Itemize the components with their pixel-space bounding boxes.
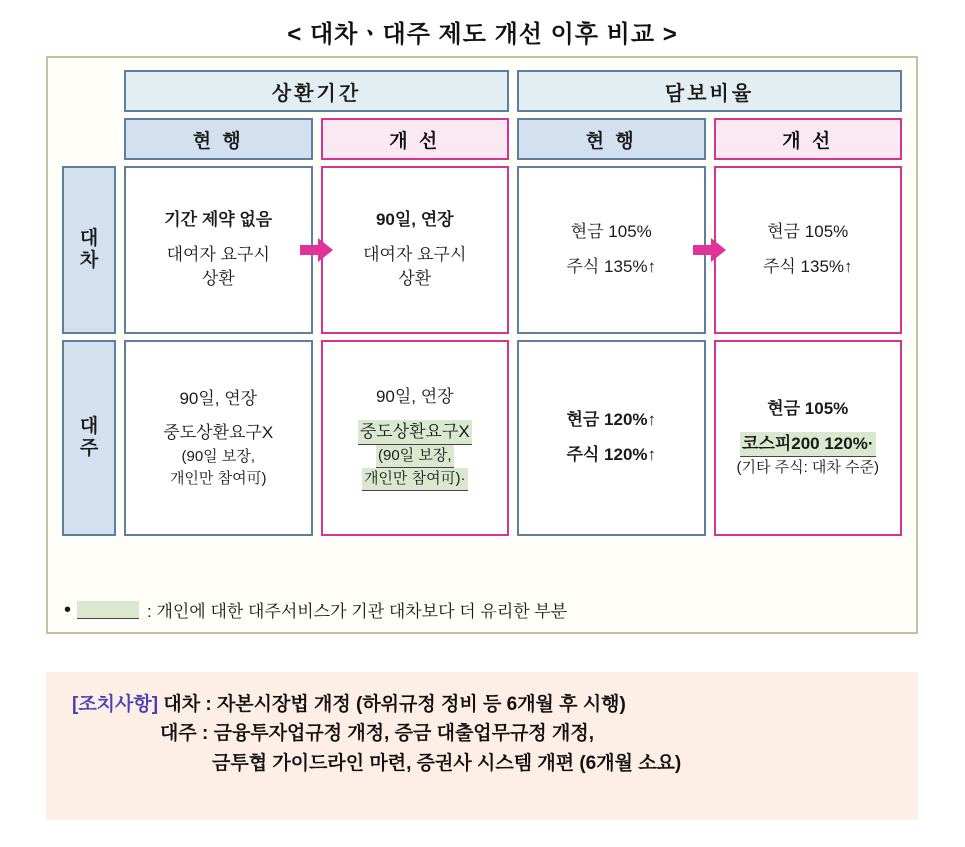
pair-repayment-daeju bbox=[124, 340, 509, 536]
cell-line: 현금 105% bbox=[767, 222, 849, 242]
action-line-2: 대주 : 금융투자업규정 개정, 증금 대출업무규정 개정, bbox=[160, 723, 594, 745]
row-cells-daeju bbox=[124, 340, 902, 536]
table-row-daecha bbox=[62, 166, 902, 334]
cell-collateral-daeju-improved bbox=[714, 340, 903, 536]
cell-line: (기타 주식: 대차 수준) bbox=[736, 459, 880, 477]
sub-header-pair-collateral bbox=[517, 118, 902, 160]
sub-header-repayment-current: 현 행 bbox=[124, 118, 313, 160]
cell-collateral-daecha-current bbox=[517, 166, 706, 334]
pair-collateral-daeju bbox=[517, 340, 902, 536]
cell-line: 주식 135%↑ bbox=[566, 257, 657, 276]
sub-header-repayment-improved: 개 선 bbox=[321, 118, 510, 160]
cell-collateral-daecha-improved bbox=[714, 166, 903, 334]
cell-line: 90일, 연장 bbox=[179, 388, 258, 408]
cell-line: 주식 135%↑ bbox=[762, 257, 853, 276]
row-label-daeju-line1: 대 bbox=[79, 416, 99, 438]
pair-repayment-daecha bbox=[124, 166, 509, 334]
page-title: < 대차ㆍ대주 제도 개선 이후 비교 > bbox=[287, 21, 678, 48]
sub-header-row bbox=[124, 118, 902, 160]
row-label-daeju bbox=[62, 340, 116, 536]
cell-repayment-daeju-improved bbox=[321, 340, 510, 536]
pair-collateral-daecha bbox=[517, 166, 902, 334]
sub-header-pair-repayment bbox=[124, 118, 509, 160]
cell-line: 현금 105% bbox=[767, 398, 849, 418]
group-header-collateral: 담보비율 bbox=[517, 70, 902, 112]
cell-line: 주식 120%↑ bbox=[566, 445, 657, 464]
cell-line-highlighted: 코스피200 120%· bbox=[740, 432, 876, 458]
cell-collateral-daeju-current bbox=[517, 340, 706, 536]
cell-line: 대여자 요구시 bbox=[363, 244, 467, 264]
action-items-box bbox=[46, 672, 918, 820]
action-line-1-text: 대차 : 자본시장법 개정 (하위규정 정비 등 6개월 후 시행) bbox=[158, 694, 626, 715]
comparison-table-frame bbox=[46, 56, 918, 634]
legend-color-swatch bbox=[77, 601, 139, 619]
sub-header-collateral-improved: 개 선 bbox=[714, 118, 903, 160]
legend bbox=[64, 597, 567, 622]
action-tag: [조치사항] bbox=[72, 694, 159, 715]
comparison-grid bbox=[48, 58, 916, 632]
cell-line: 현금 105% bbox=[570, 222, 652, 242]
cell-line: 상환 bbox=[201, 269, 235, 289]
cell-line: 대여자 요구시 bbox=[166, 244, 270, 264]
row-cells-daecha bbox=[124, 166, 902, 334]
action-line-1 bbox=[72, 690, 892, 719]
cell-line-highlighted: 중도상환요구X bbox=[358, 420, 472, 446]
legend-bullet: • bbox=[64, 598, 72, 621]
action-line-3: 금투협 가이드라인 마련, 증권사 시스템 개편 (6개월 소요) bbox=[212, 752, 682, 774]
group-header-repayment: 상환기간 bbox=[124, 70, 509, 112]
cell-line: 90일, 연장 bbox=[375, 210, 454, 230]
cell-line-highlighted: (90일 보장, bbox=[376, 445, 454, 468]
cell-line-highlighted: 개인만 참여可)· bbox=[362, 468, 468, 491]
cell-repayment-daeju-current bbox=[124, 340, 313, 536]
row-label-daeju-line2: 주 bbox=[79, 438, 99, 459]
cell-line: 상환 bbox=[398, 269, 432, 289]
group-header-row bbox=[124, 70, 902, 112]
row-label-daecha bbox=[62, 166, 116, 334]
cell-line: 중도상환요구X bbox=[163, 423, 274, 443]
row-label-daecha-line2: 차 bbox=[79, 250, 99, 271]
table-row-daeju bbox=[62, 340, 902, 536]
cell-line: 현금 120%↑ bbox=[566, 410, 657, 430]
legend-text: : 개인에 대한 대주서비스가 기관 대차보다 더 유리한 부분 bbox=[147, 602, 568, 621]
row-label-daecha-line1: 대 bbox=[79, 228, 99, 250]
cell-line: 90일, 연장 bbox=[375, 387, 454, 407]
cell-repayment-daecha-improved bbox=[321, 166, 510, 334]
sub-header-collateral-current: 현 행 bbox=[517, 118, 706, 160]
cell-line: (90일 보장, bbox=[181, 447, 255, 465]
cell-line: 기간 제약 없음 bbox=[164, 210, 273, 230]
cell-line: 개인만 참여可) bbox=[169, 469, 267, 487]
cell-repayment-daecha-current bbox=[124, 166, 313, 334]
